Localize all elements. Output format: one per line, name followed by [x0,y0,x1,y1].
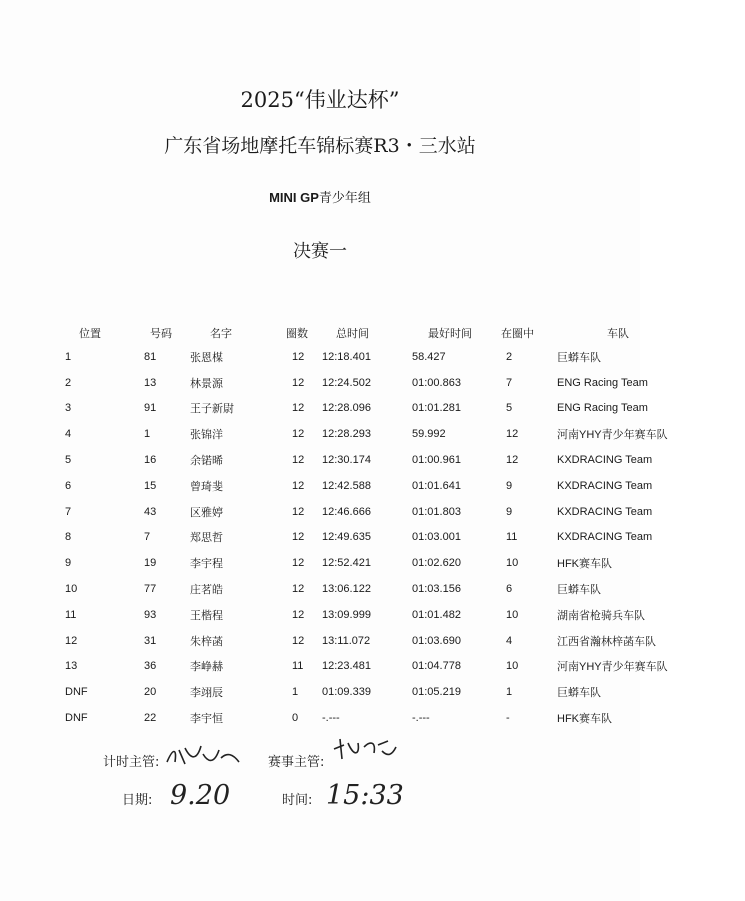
cell-total-time: 12:30.174 [322,454,371,467]
cell-in-lap: 4 [506,634,513,647]
cell-best-time: 01:01.281 [412,402,461,415]
cell-number: 1 [144,428,151,441]
cell-best-time: 01:00.863 [412,376,461,389]
cell-total-time: 01:09.339 [322,686,371,699]
cell-total-time: 13:06.122 [322,583,371,596]
cell-position: 11 [65,608,77,621]
table-header [55,322,745,344]
cell-team: KXDRACING Team [557,479,653,492]
cell-laps: 0 [292,712,299,725]
cell-best-time: 01:00.961 [412,454,461,467]
cell-name: 庄茗皓 [190,584,223,597]
cell-in-lap: 2 [506,350,513,363]
cell-in-lap: 12 [506,454,519,467]
cell-number: 7 [144,531,151,544]
cell-position: 8 [65,531,72,544]
championship-title: 广东省场地摩托车锦标赛R3・三水站 [164,135,476,157]
cell-total-time: 13:09.999 [322,608,371,621]
cell-team: 巨蟒车队 [557,584,601,597]
cell-in-lap: - [506,712,510,725]
cell-total-time: 12:46.666 [322,505,371,518]
results-table [55,322,745,731]
cell-position: 7 [65,505,72,518]
cell-name: 张恩楳 [190,351,223,364]
cell-total-time: 12:42.588 [322,479,371,492]
cell-laps: 12 [292,531,305,544]
time-label: 时间: [282,793,313,808]
cell-best-time: 01:03.156 [412,583,461,596]
cell-number: 31 [144,634,157,647]
col-name: 名字 [210,328,232,340]
col-number: 号码 [150,328,172,340]
cell-in-lap: 10 [506,608,519,621]
date-value: 9.20 [170,780,231,811]
cell-laps: 12 [292,479,305,492]
race-director-signature [330,735,400,765]
cell-laps: 12 [292,505,305,518]
col-position: 位置 [79,328,101,340]
cell-name: 张锦洋 [190,429,223,442]
cell-name: 李峥赫 [190,661,223,674]
cell-name: 王楷程 [190,609,223,622]
time-value: 15:33 [326,780,404,811]
class-title [0,187,640,206]
cell-total-time: -.--- [322,712,340,725]
cell-best-time: 01:03.001 [412,531,461,544]
cell-in-lap: 1 [506,686,513,699]
race-title: 决赛一 [293,241,347,262]
cell-total-time: 12:28.293 [322,428,371,441]
cell-position: 12 [65,634,78,647]
class-title-rest: 青少年组 [318,190,371,205]
table-row [55,679,745,705]
cell-in-lap: 5 [506,402,513,415]
cell-laps: 12 [292,583,305,596]
cell-number: 22 [144,712,157,725]
cell-laps: 11 [292,660,304,673]
cell-team: KXDRACING Team [557,531,653,544]
cell-best-time: 01:01.803 [412,505,461,518]
table-row [55,499,745,525]
cell-team: 江西省瀚林梓菡车队 [557,635,656,648]
cell-total-time: 12:28.096 [322,402,371,415]
cell-laps: 12 [292,350,305,363]
table-row [55,473,745,499]
col-total-time: 总时间 [336,328,369,340]
timing-supervisor-signature [163,740,243,770]
cell-laps: 12 [292,402,305,415]
cell-name: 林景源 [190,377,223,390]
cell-team: KXDRACING Team [557,454,653,467]
cell-team: 巨蟒车队 [557,687,601,700]
cell-team: 巨蟒车队 [557,351,601,364]
cell-number: 77 [144,583,157,596]
cell-total-time: 12:49.635 [322,531,371,544]
cell-position: 9 [65,557,72,570]
event-title: 2025“伟业达杯” [240,88,400,112]
cell-number: 20 [144,686,157,699]
cell-name: 朱梓菡 [190,635,223,648]
cell-in-lap: 11 [506,531,518,544]
cell-total-time: 12:23.481 [322,660,371,673]
cell-name: 曾琦斐 [190,480,223,493]
table-row [55,421,745,447]
table-row [55,654,745,680]
col-team: 车队 [607,328,629,340]
cell-team: HFK赛车队 [557,558,612,571]
cell-best-time: 01:05.219 [412,686,461,699]
table-row [55,602,745,628]
cell-team: 河南YHY青少年赛车队 [557,429,668,442]
cell-name: 区雅婷 [190,506,223,519]
table-row [55,576,745,602]
cell-name: 李宇恒 [190,713,223,726]
cell-total-time: 13:11.072 [322,634,371,647]
cell-name: 李宇程 [190,558,223,571]
cell-name: 郑思哲 [190,532,223,545]
cell-position: DNF [65,686,88,699]
cell-best-time: -.--- [412,712,430,725]
date-label: 日期: [122,793,153,808]
cell-in-lap: 9 [506,505,513,518]
cell-laps: 12 [292,557,305,570]
cell-team: ENG Racing Team [557,376,648,389]
cell-in-lap: 9 [506,479,513,492]
date-field [122,789,152,808]
cell-number: 13 [144,376,157,389]
cell-team: 河南YHY青少年赛车队 [557,661,668,674]
cell-position: 3 [65,402,72,415]
cell-in-lap: 12 [506,428,519,441]
cell-laps: 12 [292,376,305,389]
table-row [55,628,745,654]
cell-laps: 12 [292,634,305,647]
cell-best-time: 01:04.778 [412,660,461,673]
cell-name: 余锘晞 [190,455,223,468]
cell-position: 2 [65,376,72,389]
cell-number: 19 [144,557,157,570]
table-row [55,550,745,576]
col-laps: 圈数 [286,328,308,340]
cell-number: 91 [144,402,157,415]
cell-in-lap: 10 [506,557,519,570]
cell-laps: 12 [292,454,305,467]
cell-position: 1 [65,350,72,363]
cell-in-lap: 10 [506,660,519,673]
cell-position: 5 [65,454,72,467]
cell-total-time: 12:52.421 [322,557,371,570]
cell-total-time: 12:24.502 [322,376,371,389]
table-row [55,396,745,422]
cell-position: 6 [65,479,72,492]
table-row [55,447,745,473]
time-field [282,789,312,808]
cell-best-time: 58.427 [412,350,446,363]
col-best-time: 最好时间 [428,328,472,340]
col-in-lap: 在圈中 [501,328,534,340]
cell-team: HFK赛车队 [557,713,612,726]
cell-in-lap: 7 [506,376,513,389]
race-director-label: 赛事主管: [268,755,325,770]
cell-best-time: 01:01.482 [412,608,461,621]
timing-supervisor-label: 计时主管: [103,755,160,770]
cell-number: 36 [144,660,157,673]
cell-laps: 12 [292,608,305,621]
cell-position: DNF [65,712,88,725]
timing-supervisor [103,751,159,770]
cell-best-time: 01:01.641 [412,479,461,492]
cell-in-lap: 6 [506,583,513,596]
race-director [268,751,324,770]
cell-laps: 1 [292,686,299,699]
cell-position: 10 [65,583,78,596]
table-row [55,370,745,396]
cell-best-time: 01:03.690 [412,634,461,647]
cell-team: ENG Racing Team [557,402,648,415]
cell-number: 16 [144,454,157,467]
cell-total-time: 12:18.401 [322,350,371,363]
class-title-bold: MINI GP [269,190,319,205]
cell-name: 李翊辰 [190,687,223,700]
cell-best-time: 01:02.620 [412,557,461,570]
cell-number: 93 [144,608,157,621]
cell-number: 43 [144,505,157,518]
cell-number: 81 [144,350,157,363]
table-row [55,525,745,551]
table-row [55,705,745,731]
table-row [55,344,745,370]
cell-position: 13 [65,660,78,673]
cell-laps: 12 [292,428,305,441]
cell-number: 15 [144,479,157,492]
cell-name: 王子新尉 [190,403,234,416]
cell-team: KXDRACING Team [557,505,653,518]
cell-best-time: 59.992 [412,428,446,441]
cell-team: 湖南省枪骑兵车队 [557,609,645,622]
cell-position: 4 [65,428,72,441]
